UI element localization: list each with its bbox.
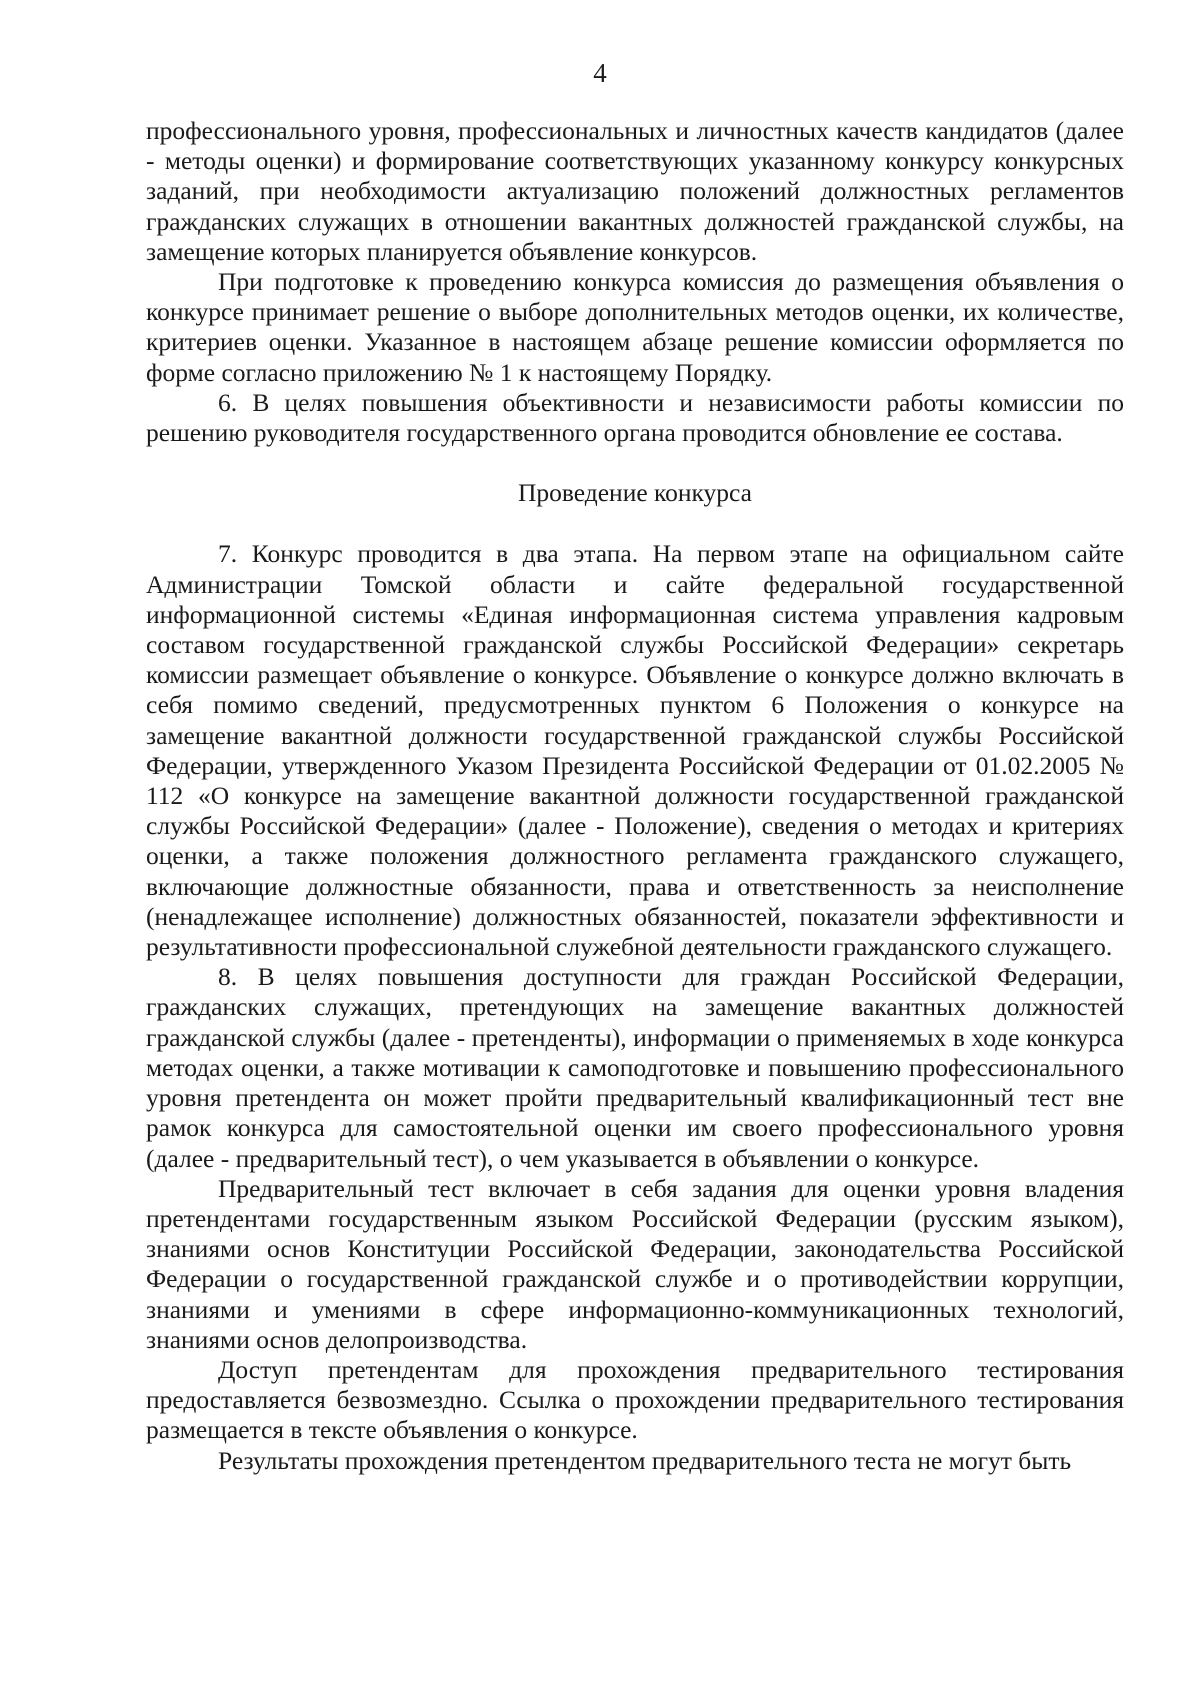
paragraph-results: Результаты прохождения претендентом предварительного теста не могут быть	[218, 1445, 1072, 1475]
page-number: 4	[593, 58, 607, 88]
paragraph-preparation: При подготовке к проведению конкурса комиссия до размещения объявления о конкурсе принимает решение о выборе дополнительных методов оценки, их количестве, критериев оценки. Указанное в настоящем абзаце решение комиссии оформляется по форме согласно приложению № 1 к настоящему Порядку.	[146, 267, 1124, 387]
paragraph-item-7: 7. Конкурс проводится в два этапа. На первом этапе на официальном сайте Администрации Томской области и сайте федеральной государственной информационной системы «Единая информационная система управления кадровым составом государственной гражданской службы Российской Федерации» секретарь комиссии размещает объявление о конкурсе. Объявление о конкурсе должно включать в себя помимо сведений, предусмотренных пунктом 6 Положения о конкурсе на замещение вакантной должности государственной гражданской службы Российской Федерации, утвержденного Указом Президента Российской Федерации от 01.02.2005 № 112 «О конкурсе на замещение вакантной должности государственной гражданской службы Российской Федерации» (далее - Положение), сведения о методах и критериях оценки, а также положения должностного регламента гражданского служащего, включающие должностные обязанности, права и ответственность за неисполнение (ненадлежащее исполнение) должностных обязанностей, показатели эффективности и результативности профессиональной служебной деятельности гражданского служащего.	[146, 539, 1124, 962]
paragraph-preliminary-test: Предварительный тест включает в себя задания для оценки уровня владения претендентами государственным языком Российской Федерации (русским языком), знаниями основ Конституции Российской Федерации, законодательства Российской Федерации о государственной гражданской службе и о противодействии коррупции, знаниями и умениями в сфере информационно-коммуникационных технологий, знаниями основ делопроизводства.	[146, 1173, 1124, 1354]
paragraph-item-6: 6. В целях повышения объективности и независимости работы комиссии по решению руководителя государственного органа проводится обновление ее состава.	[146, 387, 1124, 448]
paragraph-item-8: 8. В целях повышения доступности для граждан Российской Федерации, гражданских служащих, претендующих на замещение вакантных должностей гражданской службы (далее - претенденты), информации о применяемых в ходе конкурса методах оценки, а также мотивации к самоподготовке и повышению профессионального уровня претендента он может пройти предварительный квалификационный тест вне рамок конкурса для самостоятельной оценки им своего профессионального уровня (далее - предварительный тест), о чем указывается в объявлении о конкурсе.	[146, 962, 1124, 1173]
section-heading: Проведение конкурса	[517, 478, 753, 508]
document-body	[146, 116, 1124, 1476]
paragraph-continuation: профессионального уровня, профессиональных и личностных качеств кандидатов (далее - методы оценки) и формирование соответствующих указанному конкурсу конкурсных заданий, при необходимости актуализацию положений должностных регламентов гражданских служащих в отношении вакантных должностей гражданской службы, на замещение которых планируется объявление конкурсов.	[146, 116, 1124, 266]
paragraph-access: Доступ претендентам для прохождения предварительного тестирования предоставляется безвозмездно. Ссылка о прохождении предварительного тестирования размещается в тексте объявления о конкурсе.	[146, 1354, 1124, 1445]
